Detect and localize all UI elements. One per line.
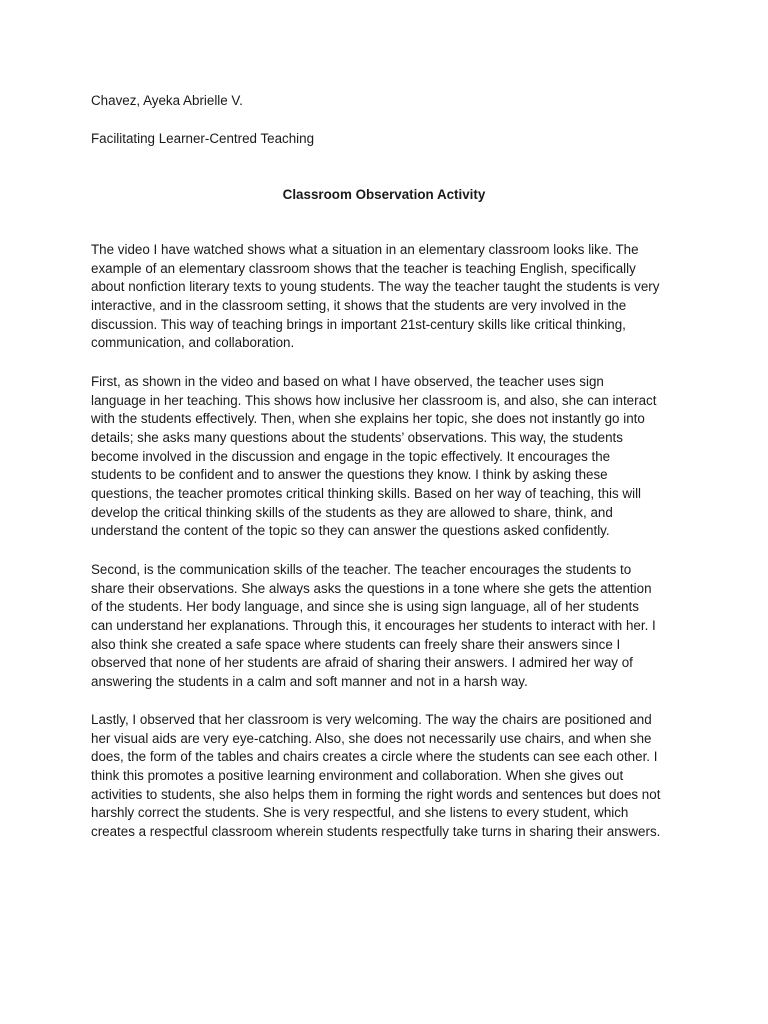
paragraph-first [91,373,691,541]
text-line: communication, and collaboration. [91,335,295,351]
author-name: Chavez, Ayeka Abrielle V. [91,93,243,108]
document-title: Classroom Observation Activity [282,187,486,202]
text-line: questions, the teacher promotes critical thinking skills. Based on her way of teaching, this will [91,485,642,501]
text-line: observed that none of her students are afraid of sharing their answers. I admired her way of [91,655,633,671]
text-line: think this promotes a positive learning environment and collaboration. When she gives out [91,767,624,783]
text-line: answering the students in a calm and soft manner and not in a harsh way. [91,673,528,689]
text-line: share their observations. She always asks the questions in a tone where she gets the attention [91,580,652,596]
text-line: of the students. Her body language, and since she is using sign language, all of her students [91,599,639,615]
text-line: develop the critical thinking skills of the students as they are allowed to share, think, and [91,504,613,520]
text-line: does, the form of the tables and chairs creates a circle where the students can see each other. I [91,749,658,765]
text-line: harshly correct the students. She is very respectful, and she listens to every student, which [91,805,629,821]
text-line: discussion. This way of teaching brings in important 21st-century skills like critical thinking, [91,316,626,332]
text-line: Lastly, I observed that her classroom is very welcoming. The way the chairs are positioned and [91,712,652,727]
text-line: The video I have watched shows what a situation in an elementary classroom looks like. The [91,242,639,257]
text-line: about nonfiction literary texts to young students. The way the teacher taught the students is very [91,279,660,295]
text-line: also think she created a safe space where students can freely share their answers since I [91,636,621,652]
text-line: example of an elementary classroom shows that the teacher is teaching English, specifically [91,260,636,276]
text-line: Second, is the communication skills of the teacher. The teacher encourages the students to [91,562,632,577]
paragraph-lastly [91,711,691,842]
text-line: with the students effectively. Then, when she explains her topic, she does not instantly go into [91,411,645,427]
text-line: details; she asks many questions about the students’ observations. This way, the students [91,429,623,445]
text-line: become involved in the discussion and engage in the topic effectively. It encourages the [91,448,611,464]
text-line: interactive, and in the classroom setting, it shows that the students are very involved in the [91,297,627,313]
text-line: language in her teaching. This shows how inclusive her classroom is, and also, she can interact [91,392,657,408]
text-line: students to be confident and to answer the questions they know. I think by asking these [91,467,608,483]
text-line: activities to students, she also helps them in forming the right words and sentences but does not [91,786,661,802]
text-line: understand the content of the topic so they can answer the questions asked confidently. [91,523,610,539]
text-line: creates a respectful classroom wherein students respectfully take turns in sharing their answers. [91,823,661,839]
paragraph-second [91,561,691,692]
paragraph-intro [91,241,691,353]
text-line: First, as shown in the video and based on what I have observed, the teacher uses sign [91,374,604,389]
text-line: her visual aids are very eye-catching. Also, she does not necessarily use chairs, and when she [91,730,652,746]
text-line: can understand her explanations. Through this, it encourages her students to interact with her. I [91,617,656,633]
course-title: Facilitating Learner-Centred Teaching [91,131,315,146]
